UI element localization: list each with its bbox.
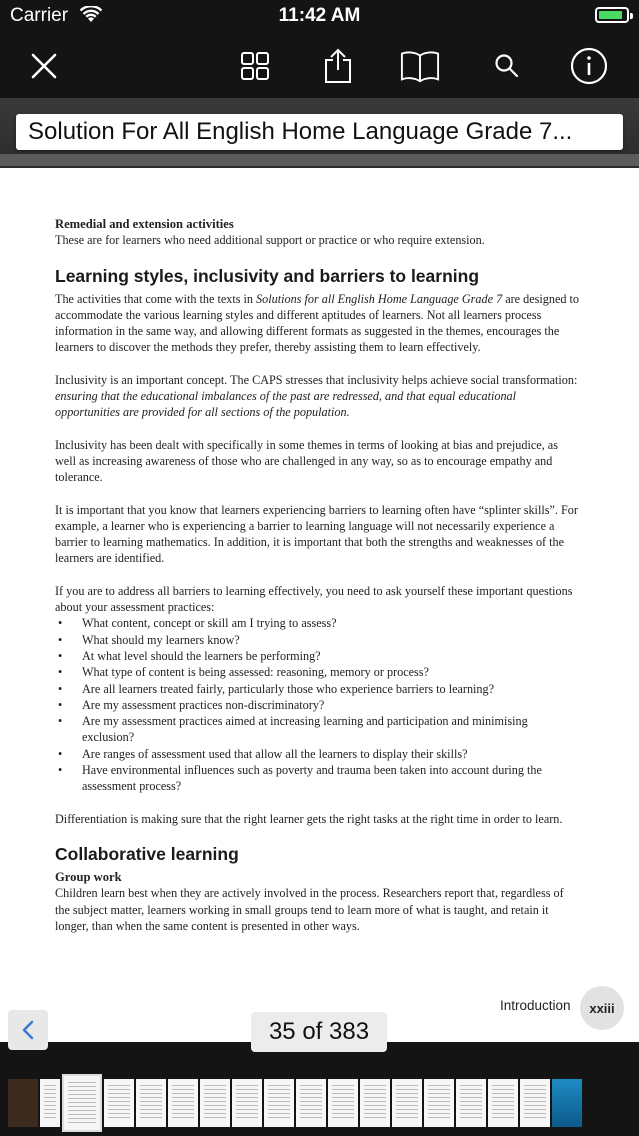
- list-item: • Are my assessment practices aimed at increasing learning and participation and minimising exclusion?: [55, 713, 580, 746]
- grid-icon: [240, 51, 270, 81]
- page-thumbnail[interactable]: [232, 1079, 262, 1127]
- page-thumbnail[interactable]: [200, 1079, 230, 1127]
- search-icon: [494, 53, 520, 79]
- share-icon: [323, 48, 353, 84]
- paragraph-learning-styles: The activities that come with the texts in Solutions for all English Home Language Grade 7 are designed to accommodate the various learning styles and different aptitudes of learners. Not all learners process information in the same way, and allowing different formats as suggested in the themes, encourages the learners to discover the methods they prefer, thereby assisting them to learn effectively.: [55, 291, 579, 355]
- page-thumbnail[interactable]: [264, 1079, 294, 1127]
- page-thumbnail[interactable]: [520, 1079, 550, 1127]
- list-item: • Are ranges of assessment used that allow all the learners to display their skills?: [55, 746, 580, 762]
- search-button[interactable]: [487, 46, 527, 86]
- close-button[interactable]: [24, 46, 64, 86]
- list-item: • Are all learners treated fairly, particularly those who experience barriers to learning?: [55, 681, 580, 697]
- heading-learning-styles: Learning styles, inclusivity and barriers to learning: [55, 265, 480, 286]
- page-indicator[interactable]: 35 of 383: [251, 1012, 387, 1052]
- paragraph-assessment-intro: If you are to address all barriers to learning effectively, you need to ask yourself these important questions about your assessment practices:: [55, 583, 573, 615]
- paragraph-differentiation: Differentiation is making sure that the right learner gets the right tasks at the right time in order to learn.: [55, 811, 563, 826]
- thumbnail-strip[interactable]: [8, 1075, 582, 1127]
- status-time: 11:42 AM: [278, 5, 361, 26]
- page-thumbnail[interactable]: [104, 1079, 134, 1127]
- list-item: • Have environmental influences such as poverty and trauma been taken into account during the assessment process?: [55, 762, 580, 795]
- chevron-left-icon: [21, 1019, 35, 1041]
- page-number-badge: xxiii: [580, 986, 624, 1030]
- page-content: [55, 216, 580, 950]
- page-footer-section: Introduction: [500, 998, 571, 1013]
- back-button[interactable]: [8, 1010, 48, 1050]
- page-thumbnail[interactable]: [424, 1079, 454, 1127]
- close-icon: [30, 52, 58, 80]
- page-thumbnail[interactable]: [40, 1079, 60, 1127]
- carrier-label: Carrier: [10, 5, 69, 26]
- share-button[interactable]: [318, 46, 358, 86]
- list-item: • At what level should the learners be performing?: [55, 648, 580, 664]
- thumbnails-button[interactable]: [235, 46, 275, 86]
- page-thumbnail[interactable]: [136, 1079, 166, 1127]
- page-thumbnail[interactable]: [488, 1079, 518, 1127]
- page-thumbnail[interactable]: [8, 1079, 38, 1127]
- paragraph-group-work: Children learn best when they are actively involved in the process. Researchers report that, regardless of the subject matter, learners working in small groups tend to learn more of what is taught, and retain it longer, than when the same content is presented in other ways.: [55, 886, 564, 933]
- paragraph-bias: Inclusivity has been dealt with specifically in some themes in terms of looking at bias and prejudice, as well as increasing awareness of those who are challenged in any way, so as to encourage empathy and tolerance.: [55, 437, 558, 485]
- title-divider: [0, 154, 639, 166]
- document-title: Solution For All English Home Language Grade 7...: [28, 118, 573, 145]
- page-thumbnail-selected[interactable]: [62, 1074, 102, 1132]
- battery-icon: [595, 7, 629, 23]
- info-icon: [570, 47, 608, 85]
- paragraph-splinter-skills: It is important that you know that learners experiencing barriers to learning often have “splinter skills”. For example, a learner who is experiencing a barrier to learning language will not necessarily experience a barrier to learning mathematics. In addition, it is important that both the strengths and weaknesses of the learners are identified.: [55, 502, 578, 566]
- page-thumbnail[interactable]: [360, 1079, 390, 1127]
- remedial-text: These are for learners who need additional support or practice or who require extension.: [55, 233, 485, 248]
- page-thumbnail[interactable]: [168, 1079, 198, 1127]
- document-title-box: [16, 114, 623, 150]
- page-thumbnail[interactable]: [456, 1079, 486, 1127]
- group-work-heading: Group work: [55, 869, 122, 884]
- document-page[interactable]: [0, 168, 639, 1042]
- list-item: • What content, concept or skill am I trying to assess?: [55, 615, 580, 631]
- assessment-questions-list: [55, 615, 580, 794]
- title-bar: [0, 98, 639, 168]
- paragraph-inclusivity: Inclusivity is an important concept. The CAPS stresses that inclusivity helps achieve social transformation: ensuring that the educational imbalances of the past are redressed, and that equal educational opportunities are provided for all sections of the population.: [55, 372, 578, 420]
- remedial-heading: Remedial and extension activities: [55, 217, 234, 231]
- page-thumbnail[interactable]: [328, 1079, 358, 1127]
- page-thumbnail[interactable]: [392, 1079, 422, 1127]
- reader-toolbar: [0, 32, 639, 98]
- heading-collaborative-learning: Collaborative learning: [55, 843, 239, 864]
- page-thumbnail[interactable]: [296, 1079, 326, 1127]
- list-item: • What should my learners know?: [55, 632, 580, 648]
- list-item: • Are my assessment practices non-discriminatory?: [55, 697, 580, 713]
- status-bar: [0, 0, 639, 32]
- info-button[interactable]: [569, 46, 609, 86]
- list-item: • What type of content is being assessed: reasoning, memory or process?: [55, 664, 580, 680]
- book-icon: [400, 49, 440, 83]
- page-thumbnail[interactable]: [552, 1079, 582, 1127]
- bookmarks-button[interactable]: [400, 46, 440, 86]
